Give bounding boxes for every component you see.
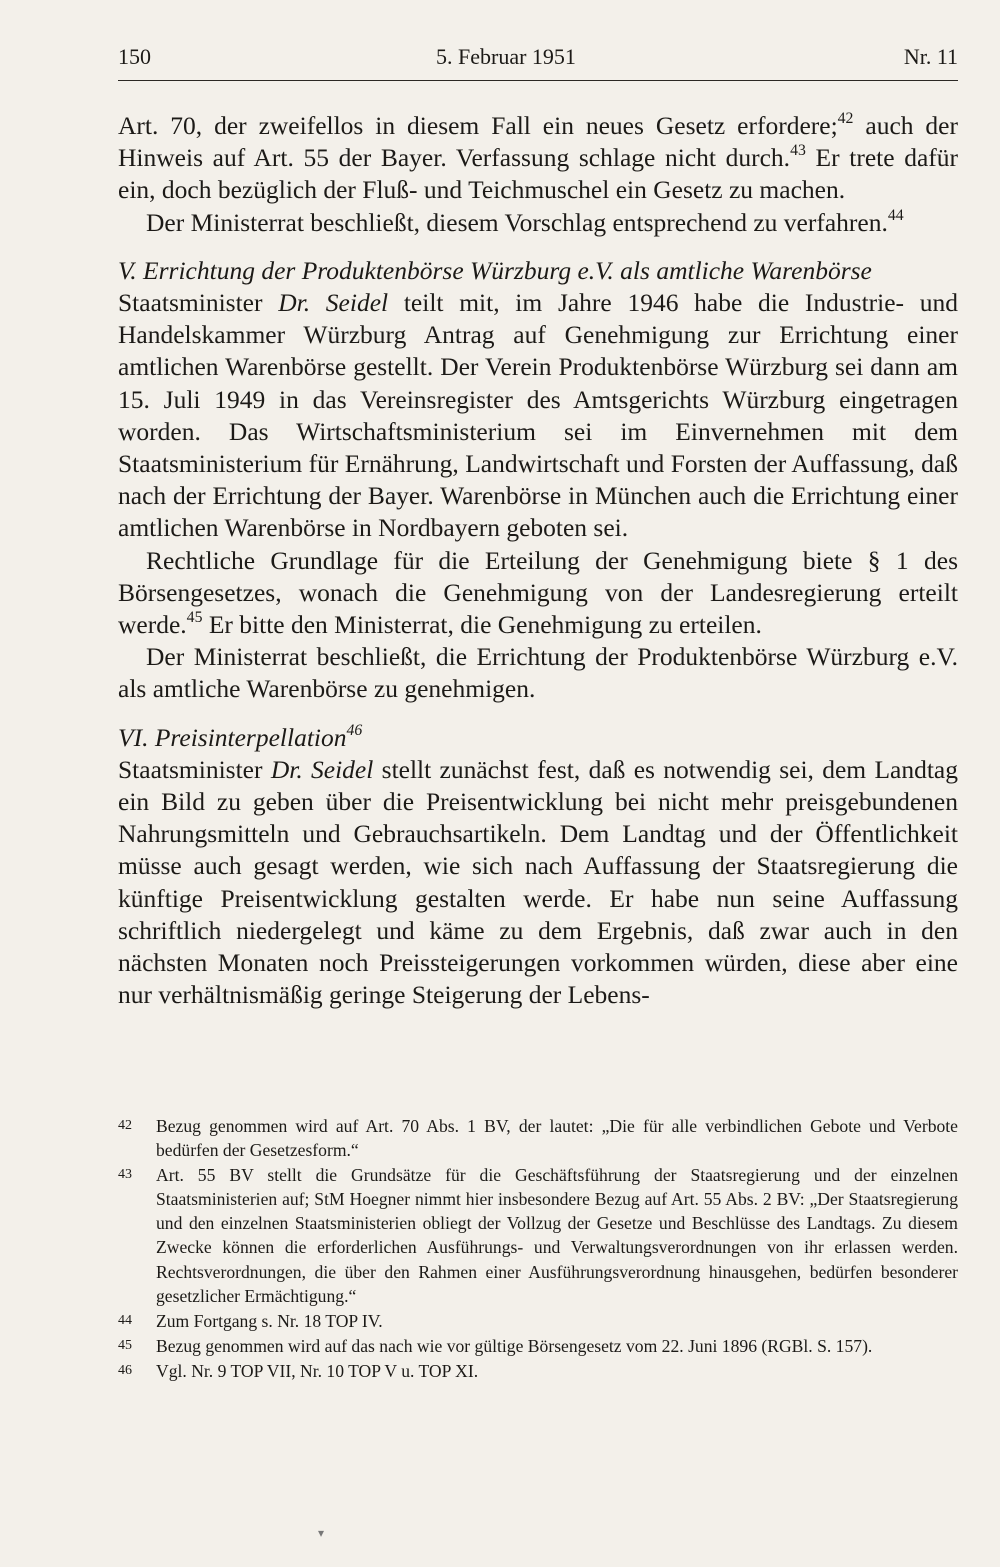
footnote-ref[interactable]: 46 [346,721,363,739]
text-run: Er trete dafür ein, doch bezüglich der Fluß- und Teichmuschel ein Gesetz zu machen. [118,143,958,205]
paragraph: Der Ministerrat beschließt, die Errichtung der Produktenbörse Würzburg e.V. als amtliche Warenbörse zu genehmigen. [118,642,958,704]
text-run: Rechtliche Grundlage für die Erteilung der Genehmigung biete § 1 des Börsengesetzes, wonach die Genehmigung von der Landesregierung erteilt werde. [118,545,958,640]
footnote [118,1334,958,1358]
footnote [118,1359,958,1383]
paragraph [118,287,958,545]
footnote-text: Bezug genommen wird auf das nach wie vor gültige Börsengesetz vom 22. Juni 1896 (RGBl. S. 157). [156,1335,873,1356]
text-run: teilt mit, im Jahre 1946 habe die Industrie- und Handelskammer Würzburg Antrag auf Genehmigung zur Errichtung einer amtlichen Warenbörse gestellt. Der Verein Produktenbörse Würzburg sei dann am 15. Juli 1949 in das Vereinsregister des Amtsgerichts Würzburg eingetragen worden. Das Wirtschaftsministerium sei im Einvernehmen mit dem Staatsministerium für Ernährung, Landwirtschaft und Forsten der Auffassung, daß nach der Errichtung der Bayer. Warenbörse in München auch die Errichtung einer amtlichen Warenbörse in Nordbayern geboten sei. [118,288,959,543]
person-name: Dr. Seidel [278,288,389,318]
text-run: Der Ministerrat beschließt, diesem Vorschlag entsprechend zu verfahren. [146,207,888,237]
header-rule [118,80,958,81]
text-run: Art. 70, der zweifellos in diesem Fall ein neues Gesetz erfordere; [118,111,838,140]
print-mark-icon: ▾ [318,1526,325,1540]
footnote [118,1309,958,1333]
footnote-text: Bezug genommen wird auf Art. 70 Abs. 1 BV, der lautet: „Die für alle verbindlichen Gebote und Verbote bedürfen der Gesetzesform.“ [156,1116,958,1161]
footnote-number: 46 [118,1362,132,1378]
footnote-ref[interactable]: 43 [790,142,806,160]
page-number: 150 [118,44,151,69]
text-run: Er bitte den Ministerrat, die Genehmigung zu erteilen. [202,610,762,640]
running-header [118,44,958,76]
text-run: Staatsminister [118,754,271,784]
footnote [118,1163,958,1308]
footnote-number: 45 [118,1337,132,1353]
footnote [118,1114,958,1162]
footnote-text: Vgl. Nr. 9 TOP VII, Nr. 10 TOP V u. TOP XI. [156,1360,479,1381]
section-heading-vi [118,722,958,754]
paragraph [118,545,958,642]
footnote-number: 43 [118,1167,132,1183]
footnote-number: 44 [118,1312,132,1328]
footnotes [118,1114,958,1384]
text-run: Staatsminister [118,288,279,318]
header-date: 5. Februar 1951 [436,44,576,69]
paragraph [118,207,958,239]
person-name: Dr. Seidel [270,754,374,784]
paragraph [118,110,958,207]
text-run: stellt zunächst fest, daß es notwendig sei, dem Landtag ein Bild zu geben über die Preisentwicklung bei nicht mehr preisgebundenen Nahrungsmitteln und Gebrauchsartikeln. Dem Landtag und der Öffentlichkeit müsse auch gesagt werden, wie sich nach Auffassung der Staatsregierung die künftige Preisentwicklung gestalten werde. Er habe nun seine Auffassung schriftlich niedergelegt und käme zu dem Ergebnis, daß zwar auch in den nächsten Monaten noch Preissteigerungen vorkommen würden, diese aber eine nur verhältnismäßig geringe Steigerung der Lebens- [118,754,959,1010]
document-number: Nr. 11 [903,44,958,69]
footnote-ref[interactable]: 44 [887,206,904,224]
footnote-text: Art. 55 BV stellt die Grundsätze für die Geschäftsführung der Staatsregierung und der einzelnen Staatsministerien auf; StM Hoegner nimmt hier insbesondere Bezug auf Art. 55 Abs. 2 BV: „Der Staatsregierung und den einzelnen Staatsministerien obliegt der Vollzug der Gesetze und Beschlüsse des Landtags. Zu diesem Zwecke können die erforderlichen Ausführungs- und Verwaltungsverordnungen von ihr erlassen werden. Rechtsverordnungen, die über den Rahmen einer Ausführungsverordnung hinausgehen, bedürfen besonderer gesetzlicher Ermächtigung.“ [156,1165,958,1306]
paragraph [118,754,958,1012]
footnote-ref[interactable]: 42 [837,109,854,127]
section-heading-v: V. Errichtung der Produktenbörse Würzburg e.V. als amtliche Warenbörse [118,255,872,285]
footnote-ref[interactable]: 45 [186,608,203,626]
footnote-text: Zum Fortgang s. Nr. 18 TOP IV. [156,1310,383,1331]
heading-text: VI. Preisinterpellation [118,722,347,752]
footnote-number: 42 [118,1118,132,1133]
text-run: auch der Hinweis auf Art. 55 der Bayer. Verfassung schlage nicht durch. [118,111,958,173]
main-text [118,110,958,1011]
